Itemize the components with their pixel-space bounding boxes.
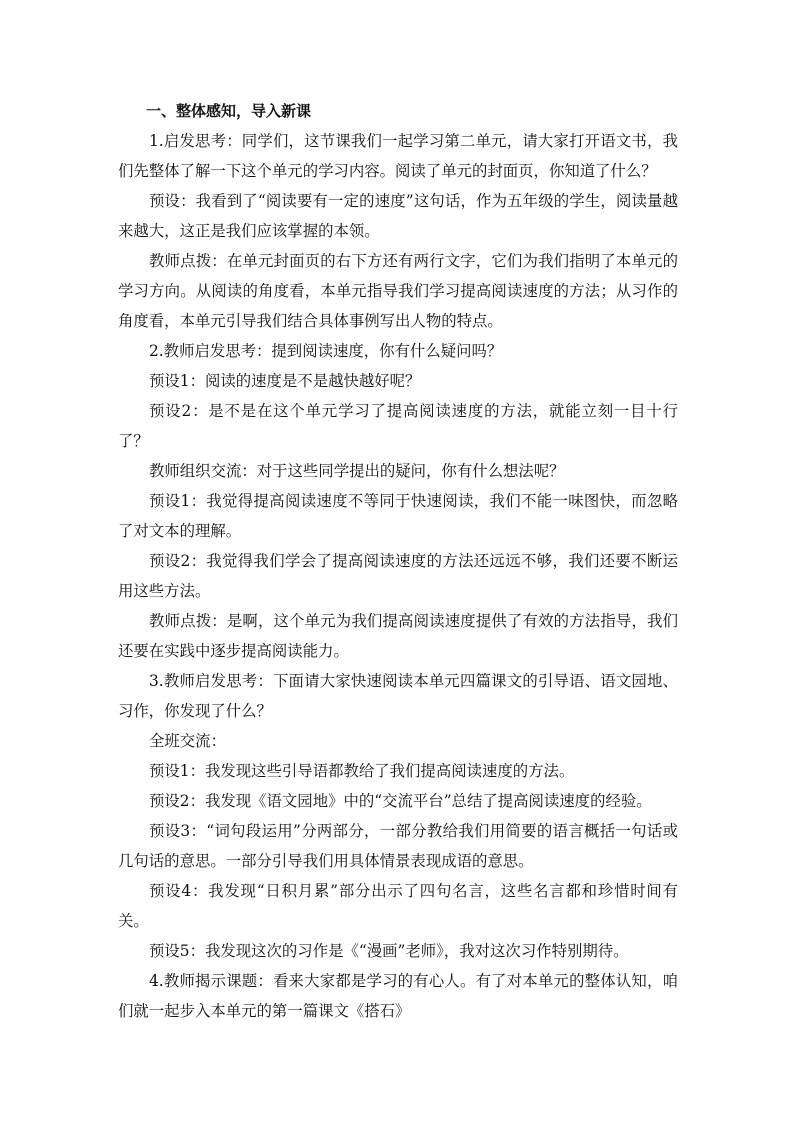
paragraph-11: 3.教师启发思考：下面请大家快速阅读本单元四篇课文的引导语、语文园地、习作，你发现了什么？	[118, 672, 678, 720]
paragraph-8: 预设1：我觉得提高阅读速度不等同于快速阅读，我们不能一味图快，而忽略了对文本的理解。	[118, 492, 678, 540]
paragraph-2: 预设：我看到了“阅读要有一定的速度”这句话，作为五年级的学生，阅读量越来越大，这正是我们应该掌握的本领。	[118, 192, 678, 240]
paragraph-6: 预设2：是不是在这个单元学习了提高阅读速度的方法，就能立刻一目十行了？	[118, 402, 678, 450]
document-page	[118, 96, 678, 1026]
paragraph-5: 预设1：阅读的速度是不是越快越好呢？	[149, 372, 421, 390]
paragraph-14: 预设2：我发现《语文园地》中的“交流平台”总结了提高阅读速度的经验。	[149, 792, 652, 810]
paragraph-9: 预设2：我觉得我们学会了提高阅读速度的方法还远远不够，我们还要不断运用这些方法。	[118, 552, 678, 600]
paragraph-12: 全班交流：	[149, 732, 226, 750]
paragraph-13: 预设1：我发现这些引导语都教给了我们提高阅读速度的方法。	[149, 762, 575, 780]
paragraph-18: 4.教师揭示课题：看来大家都是学习的有心人。有了对本单元的整体认知，咱们就一起步入本单元的第一篇课文《搭石》	[118, 972, 678, 1020]
section-heading: 一、整体感知，导入新课	[146, 102, 312, 120]
paragraph-16: 预设4：我发现“日积月累”部分出示了四句名言，这些名言都和珍惜时间有关。	[118, 882, 678, 930]
paragraph-17: 预设5：我发现这次的习作是《“漫画”老师》，我对这次习作特别期待。	[149, 942, 629, 960]
paragraph-15: 预设3：“词句段运用”分两部分，一部分教给我们用简要的语言概括一句话或几句话的意思。一部分引导我们用具体情景表现成语的意思。	[118, 822, 678, 870]
paragraph-3: 教师点拨：在单元封面页的右下方还有两行文字，它们为我们指明了本单元的学习方向。从阅读的角度看，本单元指导我们学习提高阅读速度的方法；从习作的角度看，本单元引导我们结合具体事例写出人物的特点。	[118, 252, 678, 330]
paragraph-4: 2.教师启发思考：提到阅读速度，你有什么疑问吗？	[149, 342, 503, 360]
paragraph-10: 教师点拨：是啊，这个单元为我们提高阅读速度提供了有效的方法指导，我们还要在实践中逐步提高阅读能力。	[118, 612, 678, 660]
paragraph-7: 教师组织交流：对于这些同学提出的疑问，你有什么想法呢？	[149, 462, 565, 480]
paragraph-1: 1.启发思考：同学们，这节课我们一起学习第二单元，请大家打开语文书，我们先整体了解一下这个单元的学习内容。阅读了单元的封面页，你知道了什么？	[118, 132, 678, 180]
